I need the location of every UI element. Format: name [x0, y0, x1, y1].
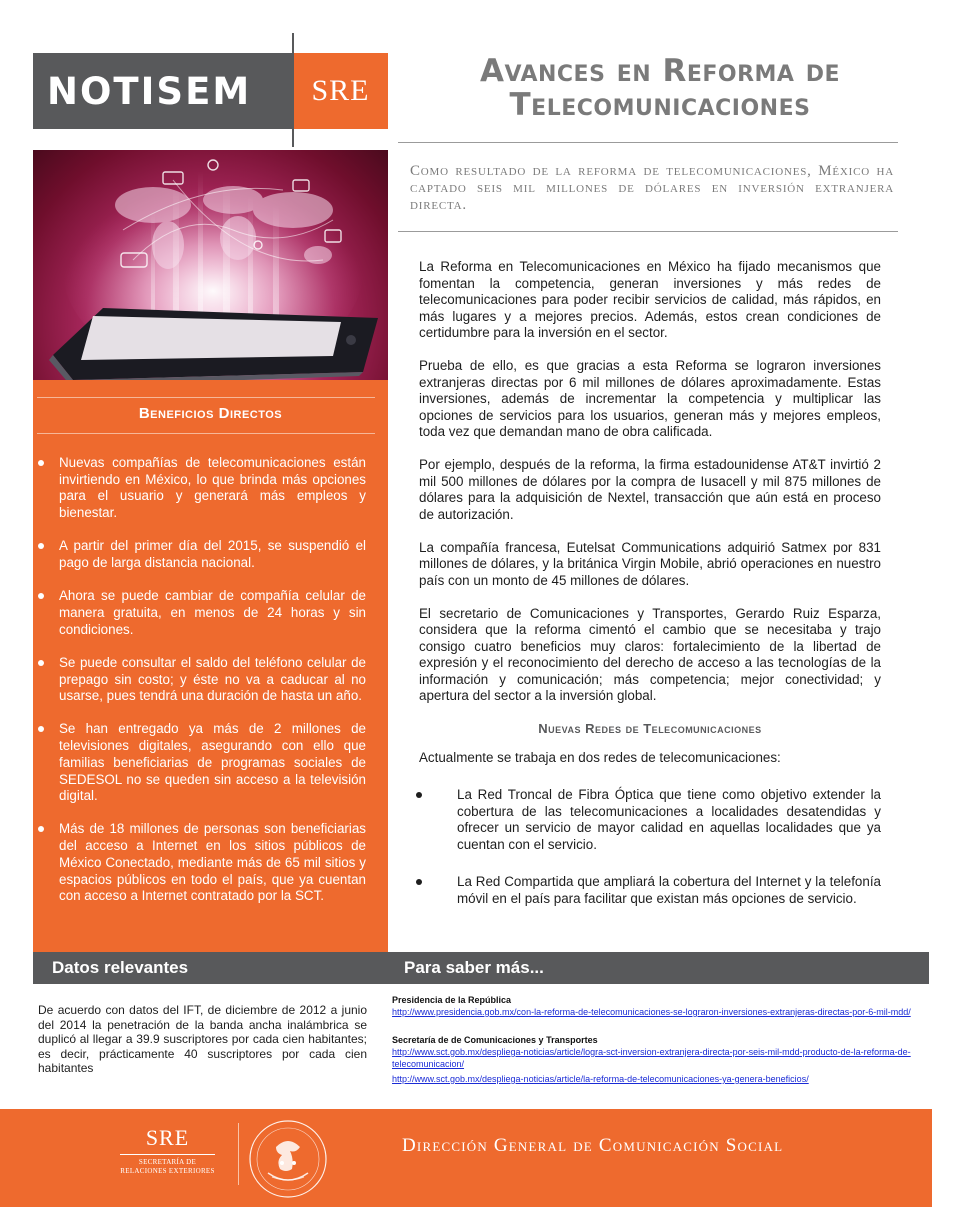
logo-divider-line: [292, 33, 294, 147]
red-text: La Red Compartida que ampliará la cobertura del Internet y la telefonía móvil en el país para facilitar que existan más opciones de servicio.: [457, 874, 881, 906]
footer-direccion: Dirección General de Comunicación Social: [402, 1135, 784, 1156]
list-item: [33, 538, 388, 571]
footer-sre-text: SRE: [145, 1125, 190, 1150]
notisem-logo-orange-block: [293, 53, 388, 129]
links-spacer: [392, 1018, 928, 1034]
reference-org-presidencia: Presidencia de la República: [392, 995, 512, 1005]
list-item: [419, 787, 881, 853]
bullet-icon: [416, 792, 422, 798]
page-title-line1: Avances en Reforma de: [479, 53, 841, 89]
page-subtitle: Como resultado de la reforma de telecomunicaciones, México ha captado seis mil millones de dólares en inversión extranjera directa.: [410, 163, 894, 213]
reference-org-sct: Secretaría de de Comunicaciones y Transportes: [392, 1035, 598, 1045]
beneficios-list: [33, 455, 388, 921]
beneficios-rule-bottom: [37, 433, 375, 434]
datos-relevantes-text: De acuerdo con datos del IFT, de diciembre de 2012 a junio del 2014 la penetración de la banda ancha inalámbrica se duplicó al llegar a 39.9 suscriptores por cada cien habitantes; es decir, prácticamente 40 suscriptores por cada cien habitantes: [38, 1003, 367, 1075]
para-saber-mas-heading: Para saber más...: [404, 958, 544, 977]
notisem-logo: [33, 53, 388, 129]
title-rule-top: [398, 142, 898, 143]
list-item: [33, 588, 388, 638]
footer-divider: [238, 1123, 239, 1185]
beneficio-text: Ahora se puede cambiar de compañía celular de manera gratuita, en menos de 24 horas y sin condiciones.: [59, 588, 366, 637]
bullet-icon: [38, 726, 44, 732]
nuevas-redes-intro: Actualmente se trabaja en dos redes de telecomunicaciones:: [419, 749, 781, 765]
brand-name: NOTISEM: [47, 69, 252, 113]
red-text: La Red Troncal de Fibra Óptica que tiene como objetivo extender la cobertura de las telecomunicaciones a localidades desatendidas y ofrecer un servicio de mayor calidad en aquellas localidades que ya cuentan con el servicio.: [457, 787, 881, 852]
beneficio-text: Más de 18 millones de personas son beneficiarias del acceso a Internet en los sitios públicos de México Conectado, mediante más de 65 mil sitios y espacios públicos en todo el país, que ya cuentan con acceso a Internet contratado por la SCT.: [59, 821, 366, 904]
bullet-icon: [38, 660, 44, 666]
link-sct-inversion[interactable]: http://www.sct.gob.mx/despliega-noticias/article/logra-sct-inversion-extranjera-directa-por-seis-mil-mdd-producto-de-la-reforma-de-telecomunicacion/: [392, 1047, 911, 1069]
reference-links: [392, 994, 928, 1085]
brand-tag: SRE: [311, 74, 370, 107]
footer-sre-logo: [110, 1125, 225, 1175]
bullet-icon: [38, 593, 44, 599]
list-item: [33, 721, 388, 805]
article-paragraph: Por ejemplo, después de la reforma, la firma estadounidense AT&T invirtió 2 mil 500 millones de dólares por la compra de Iusacell y mil 875 millones de dólares para la adquisición de Nextel, transacción que aún está en proceso de autorización.: [419, 457, 881, 522]
nuevas-redes-heading: Nuevas Redes de Telecomunicaciones: [538, 721, 762, 736]
hero-smartphone-image: [33, 150, 388, 380]
beneficio-text: Nuevas compañías de telecomunicaciones están invirtiendo en México, lo que brinda más opciones para el usuario y generará más empleos y bienestar.: [59, 455, 366, 521]
hero-illustration: [33, 150, 388, 380]
bullet-icon: [416, 879, 422, 885]
article-paragraph: El secretario de Comunicaciones y Transportes, Gerardo Ruiz Esparza, considera que la reforma cimentó el cambio que se necesitaba y trajo consigo cuatro beneficios muy claros: fortalecimiento de la libertad de expresión y el reconocimiento del derecho de acceso a las tecnologías de la información y comunicación; más competencia; mejor conectividad; y apertura del sector a la inversión global.: [419, 605, 881, 703]
list-item: [419, 874, 881, 907]
link-presidencia[interactable]: http://www.presidencia.gob.mx/con-la-reforma-de-telecomunicaciones-se-lograron-inversiones-extranjeras-directas-por-6-mil-mdd/: [392, 1007, 911, 1017]
article-paragraph: La compañía francesa, Eutelsat Communications adquirió Satmex por 831 millones de dólares, y la británica Virgin Mobile, abrió operaciones en nuestro país con un monto de 45 millones de dólares.: [419, 539, 881, 588]
footer-secretaria-line1: SECRETARÍA DE: [138, 1158, 197, 1166]
footer-bar: [0, 1109, 932, 1207]
beneficio-text: Se puede consultar el saldo del teléfono celular de prepago sin costo; y éste no va a caducar al no usarse, pues tendrá una duración de hasta un año.: [59, 654, 366, 704]
beneficios-panel: [33, 380, 388, 952]
beneficio-text: A partir del primer día del 2015, se suspendió el pago de larga distancia nacional.: [59, 538, 366, 571]
footer-sre-rule: [120, 1154, 215, 1155]
list-item: [33, 455, 388, 522]
bullet-icon: [38, 826, 44, 832]
beneficios-rule-top: [37, 397, 375, 398]
nuevas-redes-list: [419, 787, 881, 907]
article-body: [419, 259, 881, 928]
list-item: [33, 821, 388, 905]
list-item: [33, 655, 388, 705]
datos-relevantes-bar: [33, 952, 388, 984]
link-sct-beneficios[interactable]: http://www.sct.gob.mx/despliega-noticias/article/la-reforma-de-telecomunicaciones-ya-genera-beneficios/: [392, 1074, 809, 1084]
para-saber-mas-bar: [388, 952, 929, 984]
article-paragraph: Prueba de ello, es que gracias a esta Reforma se lograron inversiones extranjeras directas por 6 mil millones de dólares aproximadamente. Estas inversiones, además de incrementar la competencia y multiplicar las opciones de servicios para los usuarios, generan más y mejores empleos, toda vez que demandan mano de obra calificada.: [419, 358, 881, 439]
bullet-icon: [38, 460, 44, 466]
footer-secretaria-line2: RELACIONES EXTERIORES: [120, 1166, 215, 1175]
beneficios-title: Beneficios Directos: [138, 405, 283, 422]
datos-relevantes-heading: Datos relevantes: [52, 958, 189, 977]
page-title-line2: Telecomunicaciones: [509, 87, 811, 123]
beneficio-text: Se han entregado ya más de 2 millones de televisiones digitales, asegurando con ello que familias beneficiarias de programas sociales de SEDESOL no se queden sin acceso a la televisión digital.: [59, 721, 366, 804]
notisem-logo-dark-block: [33, 53, 293, 129]
mexico-coat-of-arms-seal-icon: [246, 1117, 330, 1201]
title-rule-bottom: [398, 231, 898, 232]
page-title: [405, 54, 915, 122]
bullet-icon: [38, 543, 44, 549]
article-paragraph: La Reforma en Telecomunicaciones en México ha fijado mecanismos que fomentan la competencia, generan inversiones y más redes de telecomunicaciones para poder recibir servicios de calidad, más rápidos, en más lugares y a mejores precios. Además, estos crean condiciones de certidumbre para la inversión en el sector.: [419, 259, 881, 340]
